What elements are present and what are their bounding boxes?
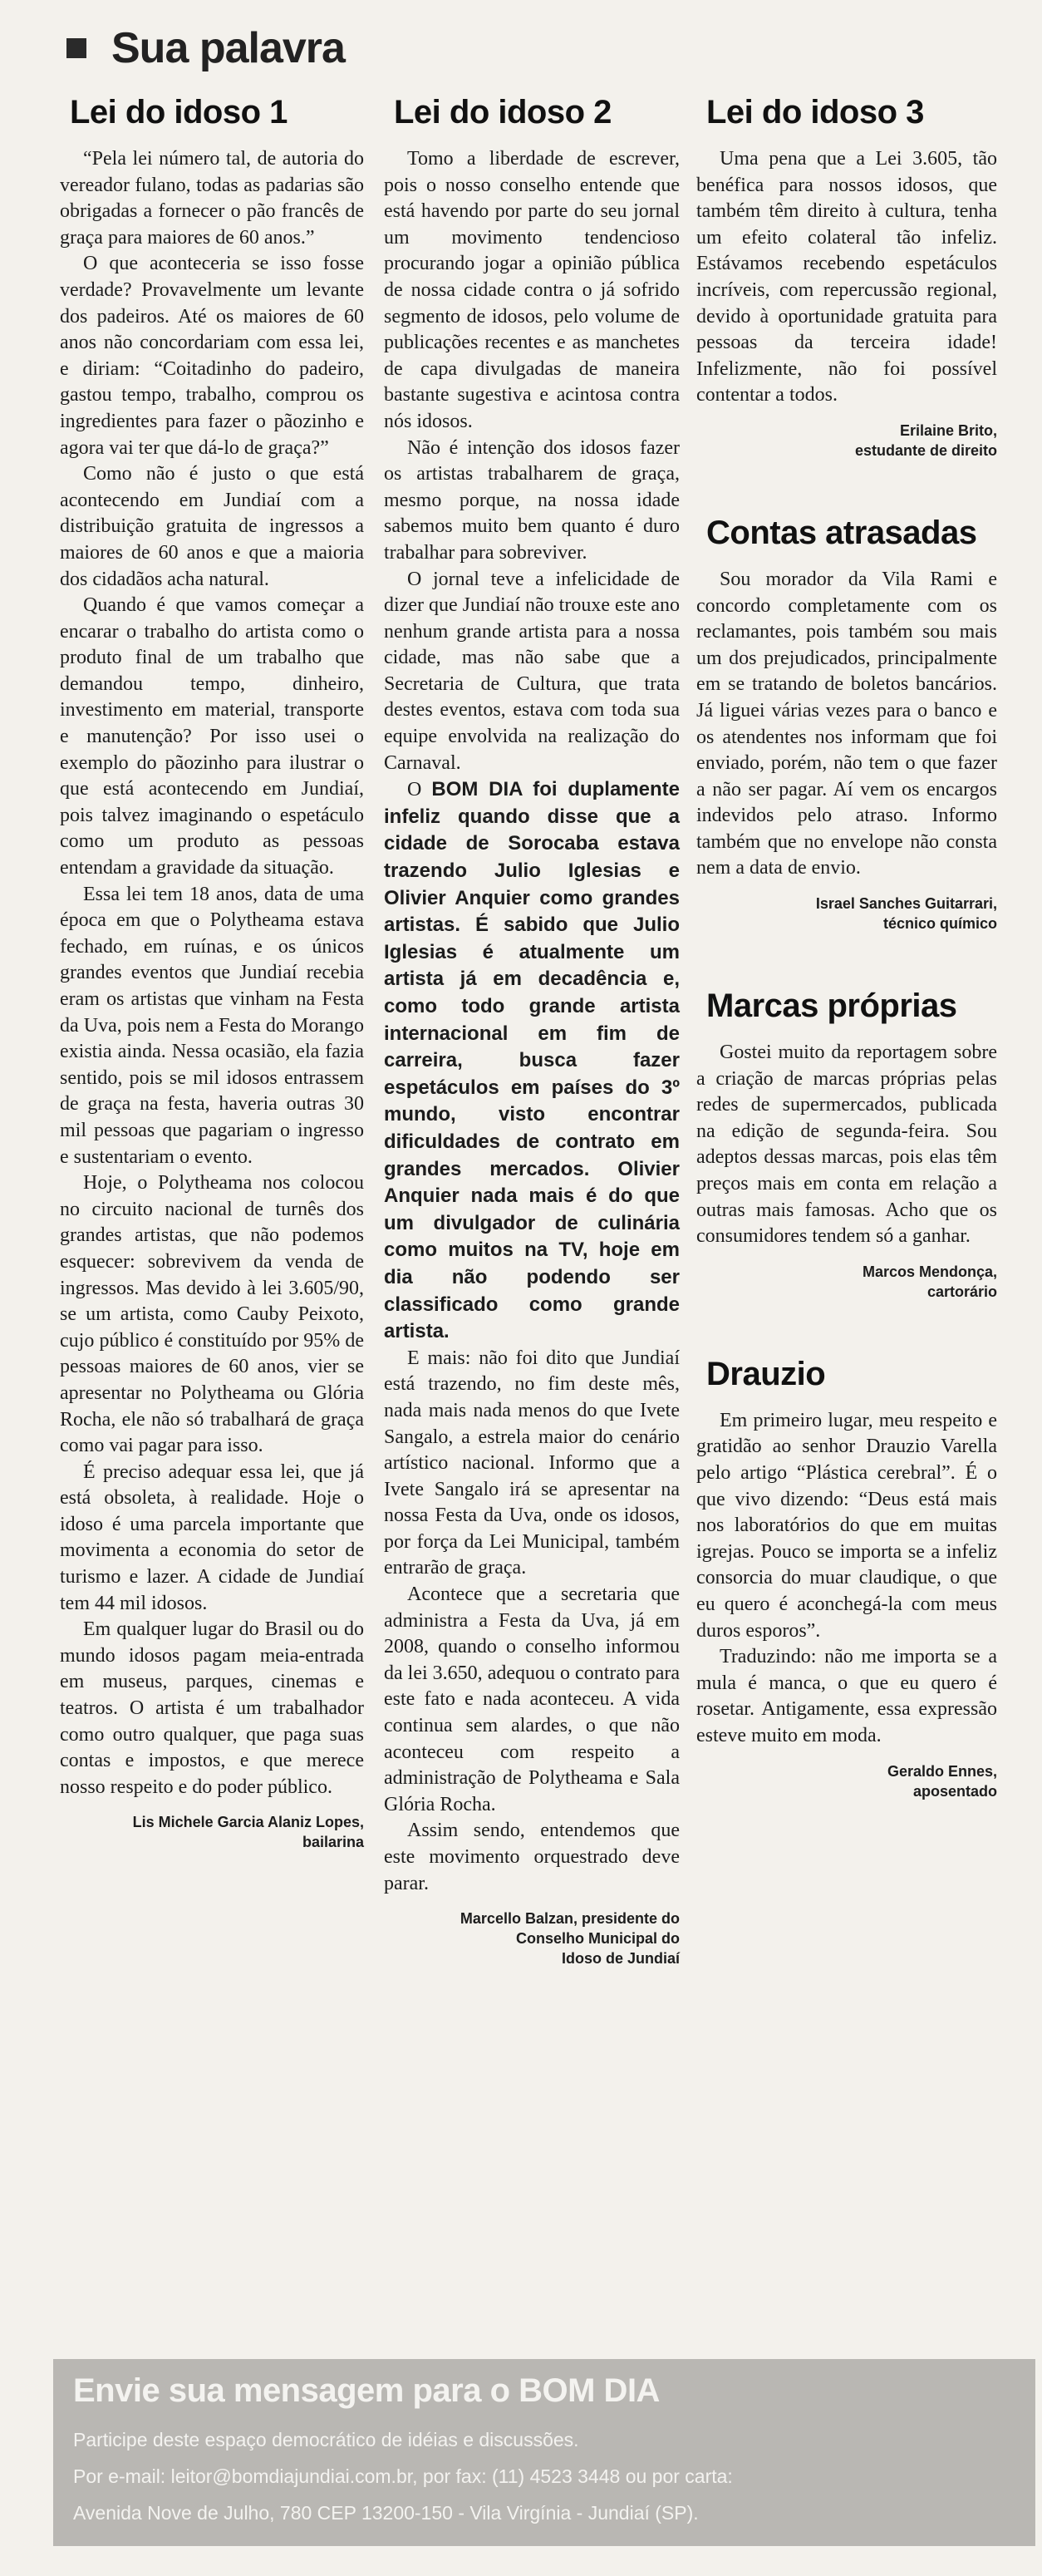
column-3 (696, 93, 997, 1801)
signature-line: Conselho Municipal do (516, 1930, 680, 1948)
signature-line: Erilaine Brito, (899, 421, 997, 439)
footer-contact-line: Por e-mail: leitor@bomdiajundiai.com.br, por fax: (11) 4523 3448 ou por carta: (73, 2465, 733, 2487)
article-paragraph: É preciso adequar essa lei, que já está obsoleta, à realidade. Hoje o idoso é uma parcela importante que movimenta a economia do setor de turismo e lazer. A cidade de Jundiaí tem 44 mil idosos. (60, 1460, 364, 1614)
article-paragraph: E mais: não foi dito que Jundiaí está trazendo, no fim deste mês, nada mais nada menos do que Ivete Sangalo, a estrela maior do cenário artístico nacional. Informo que a Ivete Sangalo irá se apresentar na nossa Festa da Uva, onde os idosos, por força da Lei Municipal, também entrarão de graça. (384, 1347, 680, 1579)
article-paragraph: Gostei muito da reportagem sobre a criação de marcas próprias pelas redes de supermercados, publicada na edição de segunda-feira. Sou adeptos dessas marcas, pois elas têm preços mais em conta em relação a outras mais famosas. Acho que os consumidores tendem só a ganhar. (696, 1042, 997, 1248)
article-paragraph: Assim sendo, entendemos que este movimento orquestrado deve parar. (384, 1820, 680, 1894)
article-title: Lei do idoso 1 (70, 94, 288, 131)
article-paragraph: O que aconteceria se isso fosse verdade? Provavelmente um levante dos padeiros. Até os maiores de 60 anos não concordariam com essa lei, e diriam: “Coitadinho do padeiro, gastou tempo, trabalho, comprou os ingredientes para fazer o pãozinho e agora vai ter que dá-lo de graça?” (60, 253, 364, 459)
signature-line: Geraldo Ennes, (887, 1762, 997, 1780)
signature-line: aposentado (912, 1782, 997, 1800)
footer-address-line: Avenida Nove de Julho, 780 CEP 13200-150 - Vila Virgínia - Jundiaí (SP). (73, 2502, 699, 2524)
signature-line: estudante de direito (854, 441, 997, 459)
article-contas-atrasadas (696, 514, 997, 933)
signature-line: Israel Sanches Guitarrari, (815, 895, 997, 913)
article-paragraph (384, 776, 680, 1345)
article-paragraph: Não é intenção dos idosos fazer os artistas trabalharem de graça, mesmo porque, na nossa idade sabemos muito bem quanto é duro trabalhar para sobreviver. (384, 436, 680, 564)
article-paragraph: Traduzindo: não me importa se a mula é manca, o que eu quero é rosetar. Antigamente, essa expressão esteve muito em moda. (696, 1646, 997, 1746)
article-signature (384, 1909, 680, 1968)
article-paragraph: Sou morador da Vila Rami e concordo completamente com os reclamantes, pois também sou mais um dos prejudicados, principalmente em se tratando de boletos bancários. Já liguei várias vezes para o banco e os atendentes nos informam que foi enviado, porém, não tem o que fazer a não ser pagar. Aí vem os encargos indevidos pelo atraso. Informo também que no envelope não consta nem a data de envio. (696, 568, 997, 879)
signature-line: bailarina (302, 1834, 364, 1851)
paragraph-body: BOM DIA foi duplamente infeliz quando disse que a cidade de Sorocaba estava trazendo Julio Iglesias e Olivier Anquier como grandes artistas. É sabido que Julio Iglesias é atualmente um artista já em decadência e, como todo grande artista internacional em fim de carreira, busca fazer espetáculos em países do 3º mundo, visto encontrar dificuldades de contrato em grandes mercados. Olivier Anquier nada mais é do que um divulgador de culinária como muitos na TV, hoje em dia não podendo ser classificado como grande artista. (384, 778, 680, 1343)
signature-line: Lis Michele Garcia Alaniz Lopes, (132, 1814, 364, 1831)
article-paragraph: Em primeiro lugar, meu respeito e gratidão ao senhor Drauzio Varella pelo artigo “Plástica cerebral”. É o que vivo dizendo: “Deus está mais nos laboratórios do que em muitas igrejas. Pouco se importa se a infeliz consorcia do muar claudique, o que eu quero é aconchegá-la com meus duros esporos”. (696, 1409, 997, 1642)
article-marcas-proprias (696, 987, 997, 1302)
article-paragraph: Quando é que vamos começar a encarar o trabalho do artista como o produto final de um trabalho que demandou tempo, dinheiro, investimento em material, transporte e manutenção? Por isso usei o exemplo do pãozinho para ilustrar o que está acontecendo em Jundiaí, pois talvez imaginando o espetáculo como um produto as pessoas entendam a gravidade da situação. (60, 594, 364, 879)
article-signature (60, 1812, 364, 1852)
section-square-icon (66, 38, 86, 58)
article-signature (696, 1262, 997, 1302)
article-title: Lei do idoso 2 (394, 94, 612, 131)
article-signature (696, 1761, 997, 1801)
article-paragraph: Hoje, o Polytheama nos colocou no circuito nacional de turnês dos grandes artistas, que não podemos esquecer: sobrevivem da venda de ingressos. Mas devido à lei 3.605/90, se um artista, como Cauby Peixoto, cujo público é constituído por 95% de pessoas maiores de 60 anos, vier se apresentar no Polytheama ou Glória Rocha, ele não só trabalhará de graça como vai pagar para isso. (60, 1172, 364, 1457)
footer-title: Envie sua mensagem para o BOM DIA (73, 2372, 660, 2409)
footer-banner (53, 2359, 1035, 2546)
article-paragraph: Tomo a liberdade de escrever, pois o nosso conselho entende que está havendo por parte do seu jornal um movimento tendencioso procurando jogar a opinião pública de nossa cidade contra o já sofrido segmento de idosos, pelo volume de publicações recentes e as manchetes de capa divulgadas de maneira bastante sugestiva e acintosa contra nós idosos. (384, 148, 680, 432)
paragraph-prefix: O (407, 779, 422, 801)
article-lei-do-idoso-2 (384, 93, 680, 1968)
section-title: Sua palavra (111, 24, 345, 72)
article-paragraph: O jornal teve a infelicidade de dizer que Jundiaí não trouxe este ano nenhum grande artista para a nossa cidade, mas não sabe que a Secretaria de Cultura, que trata destes eventos, estava com toda sua equipe envolvida na realização do Carnaval. (384, 568, 680, 774)
article-paragraph: Como não é justo o que está acontecendo em Jundiaí com a distribuição gratuita de ingressos a maiores de 60 anos e que a maioria dos cidadãos acha natural. (60, 463, 364, 590)
section-header (66, 15, 345, 81)
signature-line: Marcello Balzan, presidente do (460, 1910, 680, 1928)
article-paragraph: “Pela lei número tal, de autoria do vereador fulano, todas as padarias são obrigadas a fornecer o pão francês de graça para maiores de 60 anos.” (60, 148, 364, 249)
article-paragraph: Em qualquer lugar do Brasil ou do mundo idosos pagam meia-entrada em museus, parques, cinemas e teatros. O artista é um trabalhador como outro qualquer, que paga suas contas e impostos, e que merece nosso respeito e do poder público. (60, 1618, 364, 1798)
footer-line: Participe deste espaço democrático de idéias e discussões. (73, 2429, 579, 2450)
article-lei-do-idoso-1 (60, 93, 364, 1852)
signature-line: cartorário (926, 1283, 997, 1300)
signature-line: técnico químico (882, 915, 997, 933)
article-drauzio (696, 1355, 997, 1801)
article-title: Contas atrasadas (706, 514, 977, 551)
article-signature (696, 421, 997, 461)
article-signature (696, 894, 997, 933)
article-paragraph: Essa lei tem 18 anos, data de uma época em que o Polytheama estava fechado, em ruínas, e os únicos grandes eventos que Jundiaí recebia eram os artistas que vinham na Festa da Uva, pois nem a Festa do Morango existia ainda. Nessa ocasião, ela fazia sentido, pois se mil idosos entrassem de graça na festa, haveria outras 30 mil pessoas que pagariam o ingresso e sustentariam o evento. (60, 883, 364, 1168)
article-paragraph: Acontece que a secretaria que administra a Festa da Uva, já em 2008, quando o conselho informou da lei 3.650, adequou o contrato para este fato e nada aconteceu. A vida continua sem alardes, o que não aconteceu com respeito a administração de Polytheama e Sala Glória Rocha. (384, 1584, 680, 1815)
article-title: Lei do idoso 3 (706, 94, 924, 131)
signature-line: Idoso de Jundiaí (561, 1950, 680, 1968)
article-paragraph: Uma pena que a Lei 3.605, tão benéfica para nossos idosos, que também têm direito à cultura, tenha um efeito colateral tão infeliz. Estávamos recebendo espetáculos incríveis, com repercussão regional, devido à oportunidade gratuita para pessoas da terceira idade! Infelizmente, não foi possível contentar a todos. (696, 148, 997, 406)
article-lei-do-idoso-3 (696, 93, 997, 461)
article-title: Marcas próprias (706, 988, 957, 1025)
article-title: Drauzio (706, 1355, 826, 1392)
signature-line: Marcos Mendonça, (862, 1263, 997, 1280)
